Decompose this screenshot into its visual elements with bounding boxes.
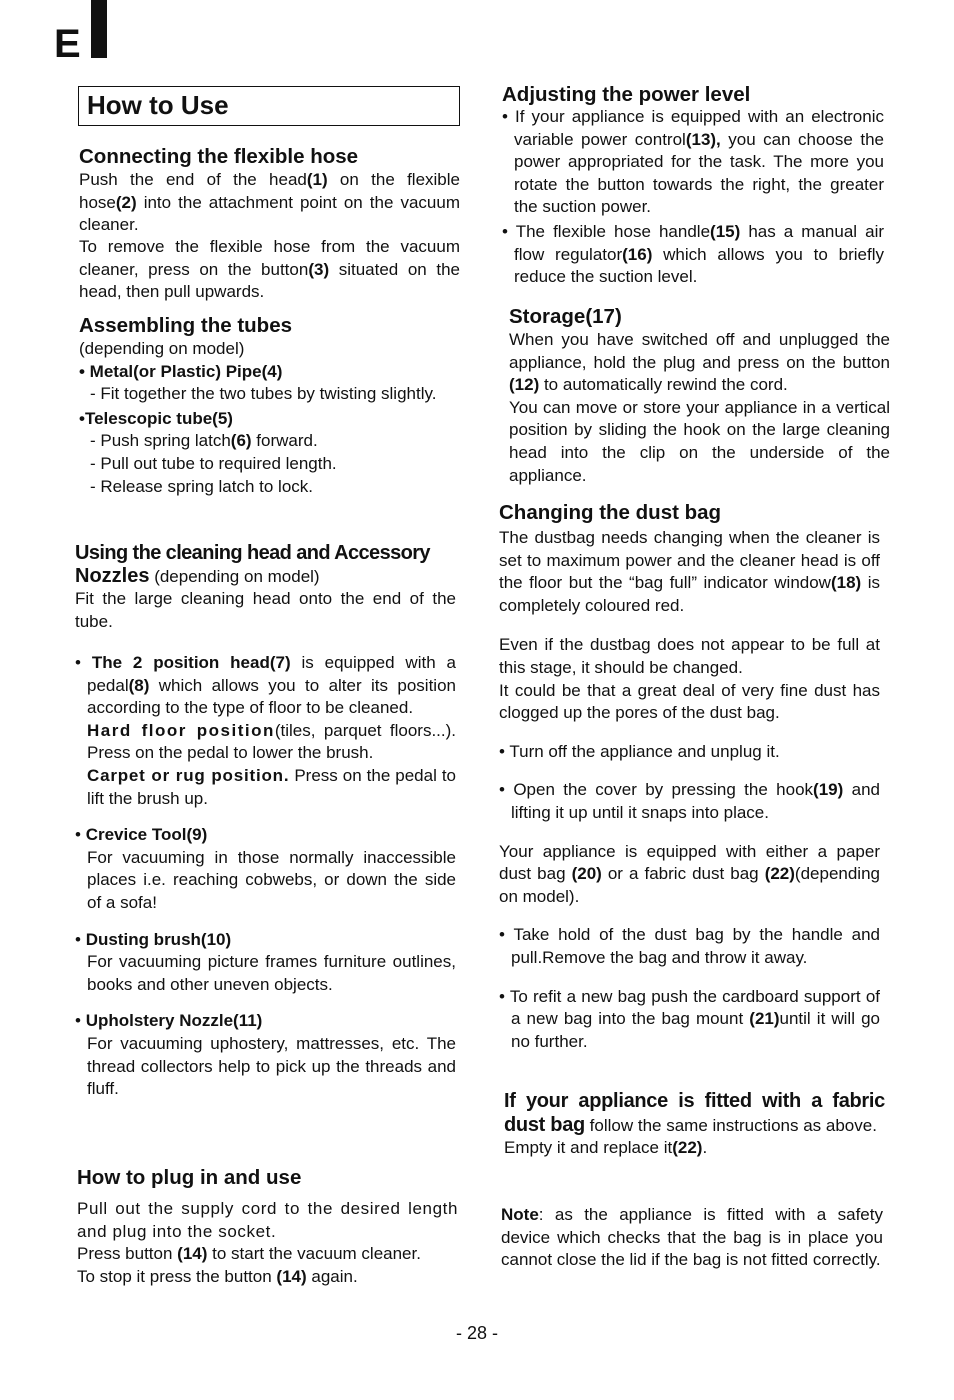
section-title-box bbox=[78, 86, 460, 126]
nozzles-heading-block: Using the cleaning head and Accessory Nozzles (depending on model) Fit the large cleaning head onto the end of the tube. bbox=[75, 542, 456, 631]
plug-content: Pull out the supply cord to the desired length and plug into the socket. Press button (14) to start the vacuum cleaner. To stop it press the button (14) again. bbox=[77, 1199, 458, 1286]
storage-content: When you have switched off and unplugged the appliance, hold the plug and press on the button (12) to automatically rewind the cord. You can move or store your appliance in a vertical position by sliding the hook on the large cleaning head into the clip on the underside of the appliance. bbox=[509, 330, 890, 485]
page-number: - 28 - bbox=[455, 1323, 498, 1343]
heading-assembling-tubes: Assembling the tubes bbox=[79, 314, 293, 337]
tubes-content: (depending on model) • Metal(or Plastic) Pipe(4) - Fit together the two tubes by twisting slightly. •Telescopic tube(5) - Push spring latch(6) forward. - Pull out tube to required length. - Release spring latch to lock. bbox=[79, 339, 437, 496]
fabric-bag-content: If your appliance is fitted with a fabric dust bag follow the same instructions as above. Empty it and replace it(22). bbox=[504, 1090, 885, 1158]
power-content: • If your appliance is equipped with an electronic variable power control(13), you can choose the power appropriated for the task. The more you rotate the button towards the right, the greater the suction power. • The flexible hose handle(15) has a manual air flow regulator(16) which allows you to briefly reduce the suction level. bbox=[502, 107, 885, 287]
heading-storage: Storage(17) bbox=[509, 305, 622, 328]
hose-paragraph-2: To remove the flexible hose from the vacuum cleaner, press on the button(3) situated on the head, then pull upwards. bbox=[79, 237, 460, 302]
heading-flexible-hose: Connecting the flexible hose bbox=[79, 145, 359, 168]
language-letter: E bbox=[54, 22, 81, 66]
section-title: How to Use bbox=[87, 90, 229, 120]
note-content: Note: as the appliance is fitted with a safety device which checks that the bag is in place you cannot close the lid if the bag is not fitted correctly. bbox=[501, 1205, 883, 1270]
heading-plug-in: How to plug in and use bbox=[77, 1166, 302, 1189]
heading-dust-bag: Changing the dust bag bbox=[499, 501, 722, 524]
heading-power-level: Adjusting the power level bbox=[502, 83, 751, 106]
dustbag-content: The dustbag needs changing when the cleaner is set to maximum power and the cleaner head is off the floor but the “bag full” indicator window(18) is completely coloured red. Even if the dustbag does not appear to be full at this stage, it should be changed. It could be that a great deal of very fine dust has clogged up the pores of the dust bag. • Turn off the appliance and unplug it. • Open the cover by pressing the hook(19) and lifting it up until it snaps into place. Your appliance is equipped with either a paper dust bag (20) or a fabric dust bag (22)(depending on model). • Take hold of the dust bag by the handle and pull.Remove the bag and throw it away. • To refit a new bag push the cardboard support of a new bag into the bag mount (21)until it will go no further. bbox=[499, 528, 880, 1051]
hose-paragraph-1: Push the end of the head(1) on the flexible hose(2) into the attachment point on the vacuum cleaner. bbox=[79, 170, 460, 235]
nozzles-items: • The 2 position head(7) is equipped with a pedal(8) which allows you to alter its position according to the type of floor to be cleaned. Hard floor position(tiles, parquet floors...). Press on the pedal to lower the brush. Carpet or rug position. Press on the pedal to lift the brush up. • Crevice Tool(9) For vacuuming in those normally inaccessible places i.e. reaching cobwebs, or down the side of a sofa! • Dusting brush(10) For vacuuming picture frames furniture outlines, books and other uneven objects. • Upholstery Nozzle(11) For vacuuming uphostery, mattresses, etc. The thread collectors help to pick up the threads and fluff. bbox=[75, 653, 457, 1099]
language-bar bbox=[91, 0, 107, 58]
